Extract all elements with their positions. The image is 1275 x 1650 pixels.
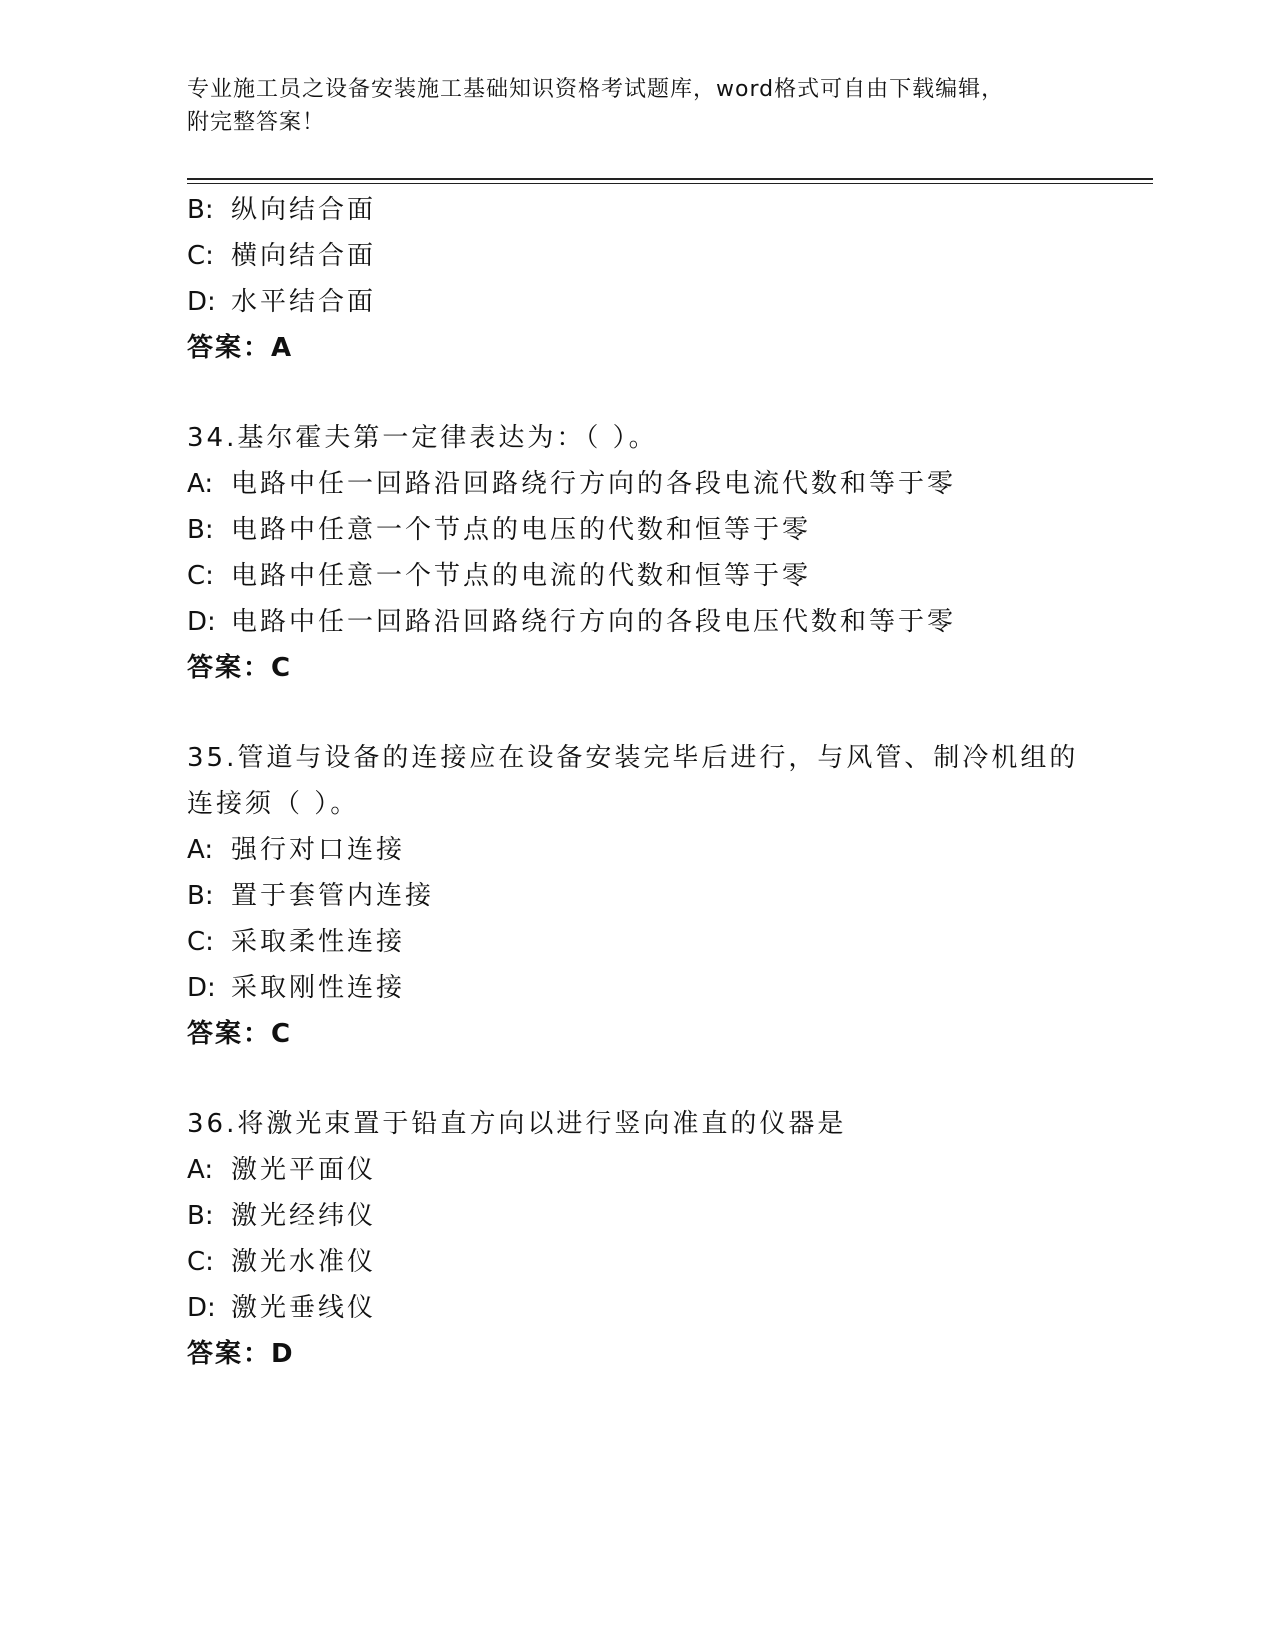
option-key: B: (187, 195, 214, 225)
answer-line: 答案：C (187, 653, 293, 683)
option-c (187, 553, 1147, 599)
header-divider-thick (187, 178, 1153, 180)
option-key: D: (187, 1293, 216, 1323)
spacer (187, 371, 1147, 415)
option-c (187, 1239, 1147, 1285)
option-text: 置于套管内连接 (231, 881, 435, 911)
option-key: A: (187, 1155, 214, 1185)
question-stem-line-2: 连接须（ ）。 (187, 789, 360, 819)
option-b (187, 507, 1147, 553)
question-36 (187, 1101, 1147, 1377)
option-text: 采取刚性连接 (231, 973, 406, 1003)
option-text: 纵向结合面 (231, 195, 377, 225)
option-text: 电路中任意一个节点的电流的代数和恒等于零 (231, 561, 812, 591)
header-line-2: 附完整答案！ (187, 110, 326, 135)
question-list (187, 187, 1147, 1377)
option-text: 强行对口连接 (231, 835, 406, 865)
option-key: B: (187, 515, 214, 545)
header-line-1: 专业施工员之设备安装施工基础知识资格考试题库，word格式可自由下载编辑， (187, 77, 1005, 102)
carryover-block (187, 187, 1147, 371)
option-text: 水平结合面 (231, 287, 377, 317)
question-stem-line-1: 35.管道与设备的连接应在设备安装完毕后进行，与风管、制冷机组的 (187, 743, 1079, 773)
answer-line: 答案：A (187, 333, 294, 363)
option-key: B: (187, 881, 214, 911)
option-text: 激光水准仪 (231, 1247, 377, 1277)
option-b (187, 187, 1147, 233)
option-a (187, 1147, 1147, 1193)
option-a (187, 461, 1147, 507)
option-c (187, 233, 1147, 279)
option-d (187, 1285, 1147, 1331)
option-text: 电路中任一回路沿回路绕行方向的各段电流代数和等于零 (231, 469, 957, 499)
question-35 (187, 735, 1147, 1057)
option-text: 激光经纬仪 (231, 1201, 377, 1231)
option-key: C: (187, 927, 214, 957)
option-key: C: (187, 561, 214, 591)
answer-line: 答案：C (187, 1019, 293, 1049)
question-stem: 36.将激光束置于铅直方向以进行竖向准直的仪器是 (187, 1109, 847, 1139)
option-text: 激光垂线仪 (231, 1293, 377, 1323)
option-key: C: (187, 1247, 214, 1277)
option-key: D: (187, 607, 216, 637)
option-key: A: (187, 469, 214, 499)
option-key: A: (187, 835, 214, 865)
option-text: 电路中任意一个节点的电压的代数和恒等于零 (231, 515, 812, 545)
option-key: D: (187, 973, 216, 1003)
option-c (187, 919, 1147, 965)
header-divider-thin (187, 183, 1153, 184)
document-header (187, 73, 1067, 139)
option-a (187, 827, 1147, 873)
answer-line: 答案：D (187, 1339, 295, 1369)
option-key: C: (187, 241, 214, 271)
question-34 (187, 415, 1147, 691)
spacer (187, 1057, 1147, 1101)
option-text: 横向结合面 (231, 241, 377, 271)
option-d (187, 279, 1147, 325)
option-d (187, 599, 1147, 645)
option-key: D: (187, 287, 216, 317)
option-b (187, 873, 1147, 919)
question-stem: 34.基尔霍夫第一定律表达为：（ ）。 (187, 423, 658, 453)
option-b (187, 1193, 1147, 1239)
spacer (187, 691, 1147, 735)
option-text: 激光平面仪 (231, 1155, 377, 1185)
option-text: 电路中任一回路沿回路绕行方向的各段电压代数和等于零 (231, 607, 957, 637)
option-d (187, 965, 1147, 1011)
option-key: B: (187, 1201, 214, 1231)
option-text: 采取柔性连接 (231, 927, 406, 957)
